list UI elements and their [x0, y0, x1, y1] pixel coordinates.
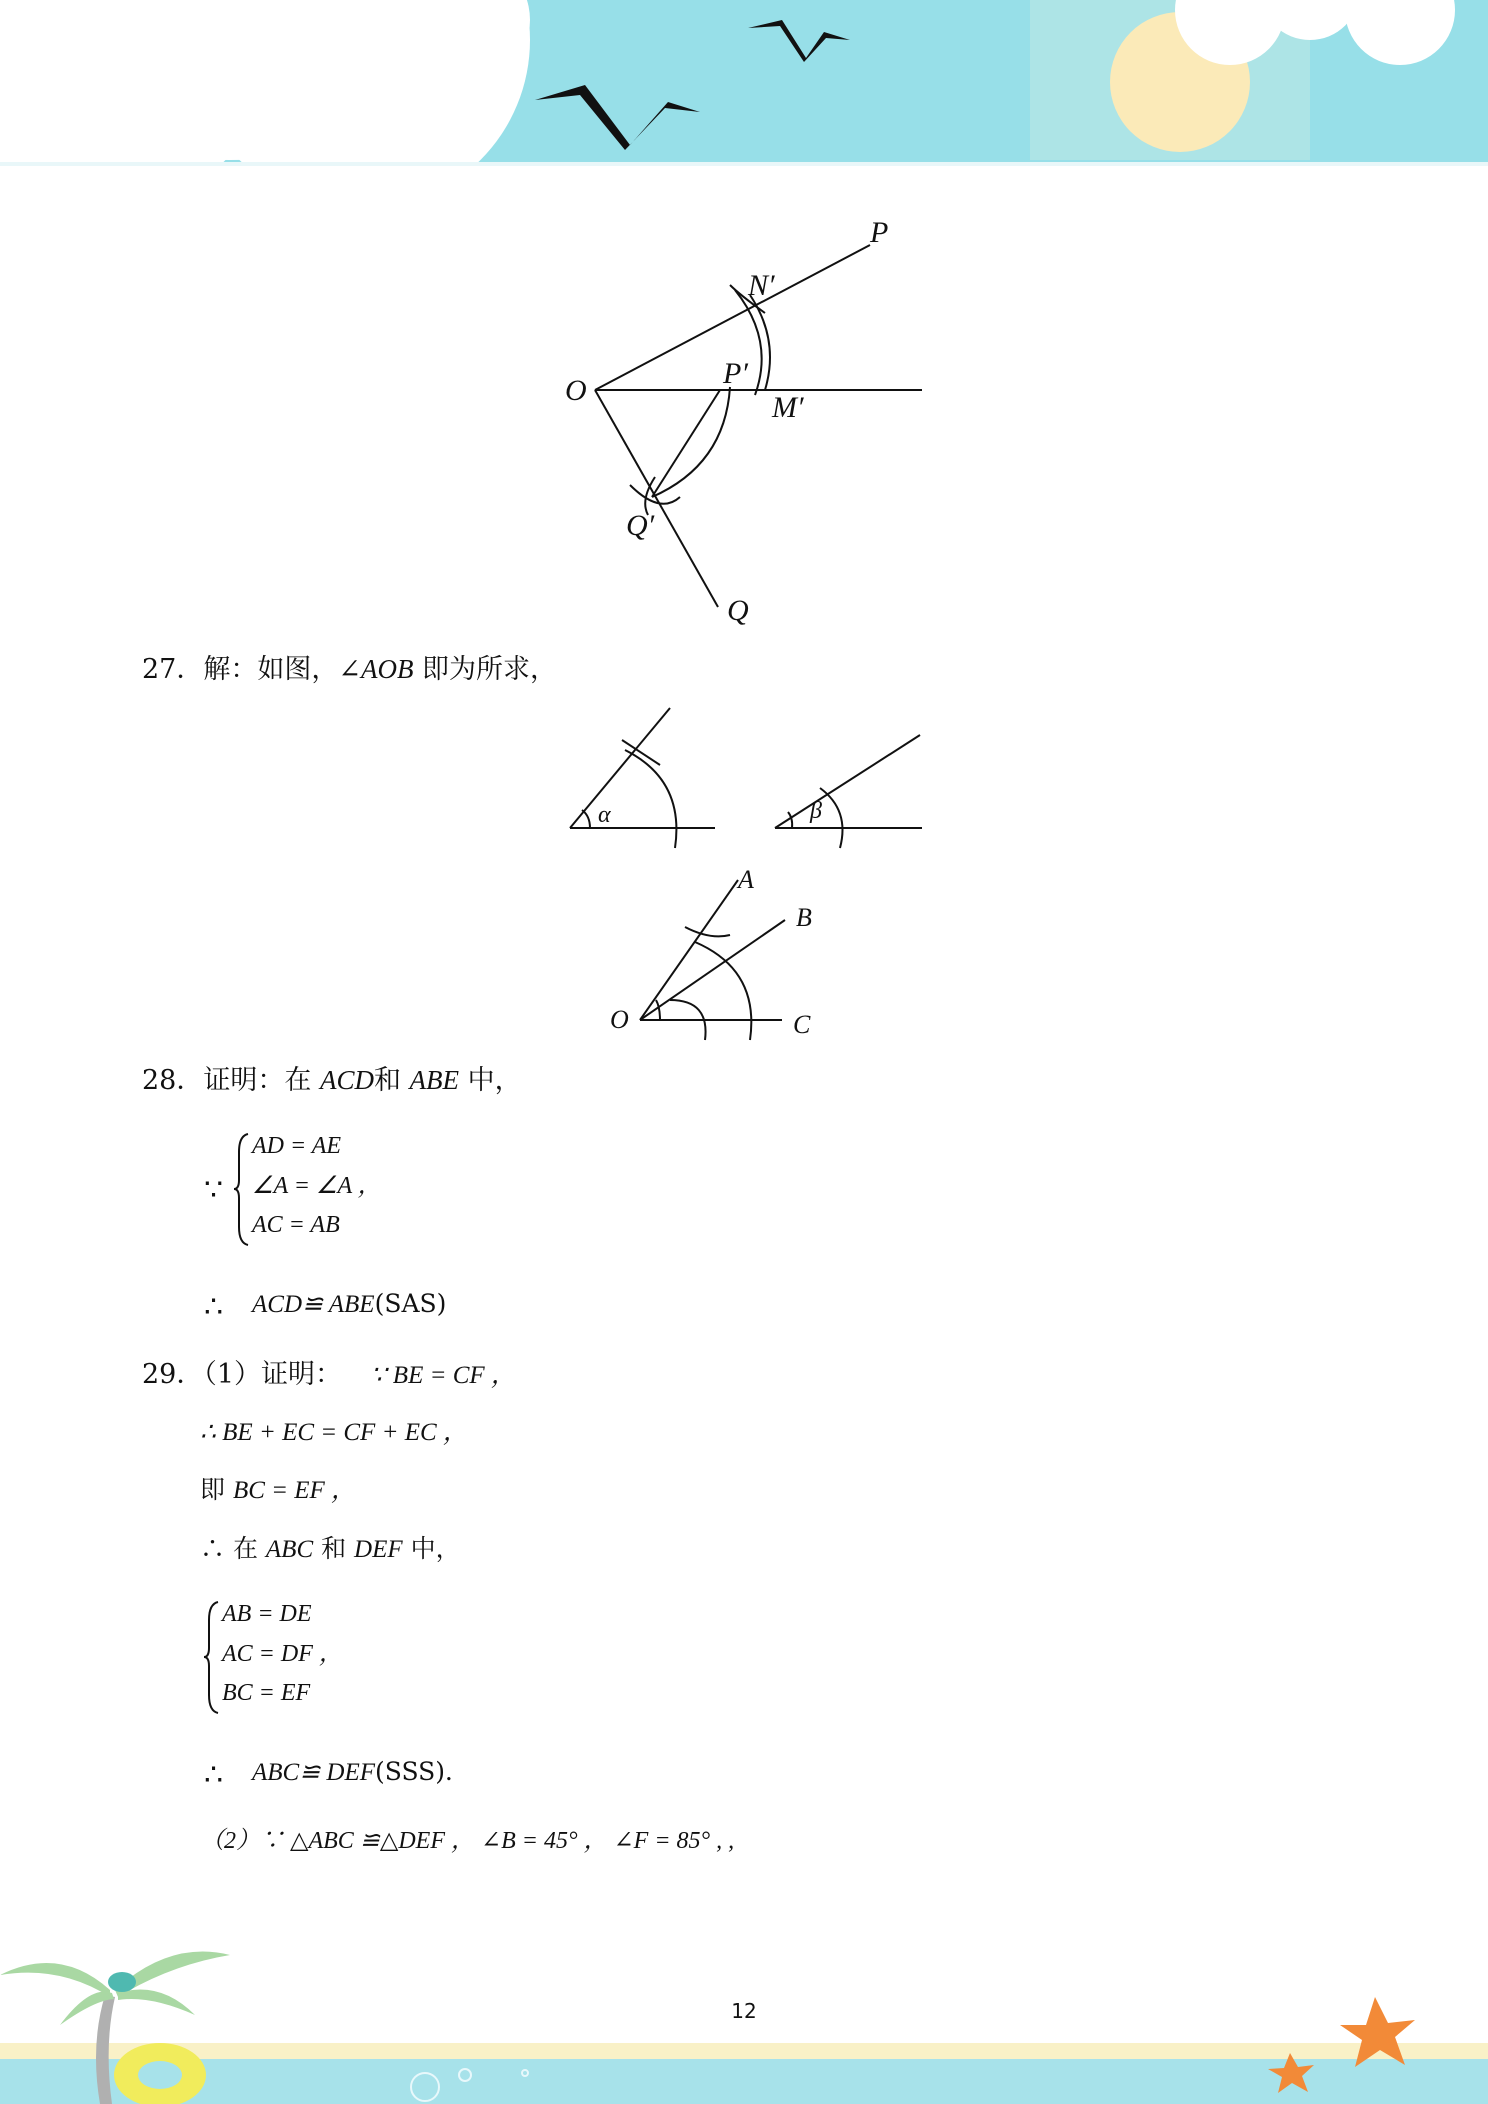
q28-tri2: ABE	[409, 1065, 460, 1095]
q29-row-3: BC = EF	[222, 1680, 311, 1706]
label-alpha: α	[598, 802, 611, 828]
label-Q-prime: Q′	[626, 509, 655, 542]
page-number: 12	[731, 1999, 757, 2023]
q28-because-symbol: ∵	[204, 1173, 224, 1208]
life-ring-icon	[114, 2043, 206, 2104]
q27-line	[142, 656, 557, 683]
q29-line3	[200, 1477, 356, 1503]
footer-decoration	[0, 1925, 1488, 2104]
label-M-prime: M′	[772, 391, 804, 424]
q28-row-3: AC = AB	[252, 1212, 340, 1238]
q29-therefore-symbol: ∴	[204, 1758, 224, 1793]
q29-conclusion	[252, 1759, 470, 1785]
q29-brace	[203, 1600, 223, 1715]
q28-row-1: AD = AE	[252, 1133, 342, 1159]
header-decoration	[0, 0, 1488, 170]
label-P-prime: P′	[723, 357, 748, 390]
q28-brace	[233, 1132, 253, 1247]
q29-number: 29．	[142, 1359, 204, 1390]
q29-line4-c: 和	[313, 1534, 355, 1563]
q29-part2: （2）∵ △ABC ≌△DEF ， ∠B = 45° ， ∠F = 85° , ,	[200, 1828, 735, 1854]
q29-row-1: AB = DE	[222, 1601, 312, 1627]
q28-concl-b: (SAS)	[374, 1289, 447, 1318]
q28-conclusion	[252, 1291, 446, 1317]
label-O-27: O	[610, 1005, 629, 1034]
q28-text-a: 证明：在	[203, 1065, 320, 1096]
q28-concl-a: ACD≌ ABE	[252, 1291, 375, 1318]
q29-line2: ∴ BE + EC = CF + EC ，	[200, 1419, 468, 1446]
label-O: O	[565, 374, 587, 407]
q29-line4	[200, 1536, 461, 1562]
q28-tail: 中，	[459, 1065, 522, 1096]
q29-row-2: AC = DF ，	[222, 1641, 343, 1667]
label-A: A	[738, 865, 754, 894]
q27-text-a: 解：如图，	[203, 654, 339, 685]
q29-line4-e: 中，	[402, 1534, 461, 1563]
q27-number: 27．	[142, 654, 204, 685]
q27-text-b: 即为所求，	[413, 654, 558, 685]
q28-and: 和	[373, 1065, 410, 1096]
q29-line3-a: 即	[200, 1475, 233, 1504]
q29-line4-a: ∴ 在	[200, 1534, 266, 1563]
figure-26-construction	[540, 215, 960, 635]
q27-angle: ∠AOB	[338, 654, 414, 684]
label-beta: β	[810, 798, 822, 824]
q29-concl-a: ABC≌ DEF	[252, 1759, 376, 1786]
q28-row-2: ∠A = ∠A ，	[252, 1173, 382, 1199]
q28-tri1: ACD	[319, 1065, 374, 1095]
label-P: P	[870, 216, 889, 249]
q28-therefore-symbol: ∴	[204, 1290, 224, 1325]
q29-line3-b: BC = EF ，	[232, 1477, 357, 1504]
label-B: B	[796, 903, 812, 932]
q29-line1: ∵ BE = CF ，	[370, 1362, 516, 1389]
label-N-prime: N′	[748, 269, 775, 302]
q28-line	[142, 1067, 522, 1094]
label-C: C	[793, 1010, 811, 1039]
q29-concl-b: (SSS)．	[375, 1757, 471, 1786]
q29-line4-d: DEF	[354, 1536, 403, 1563]
q29-line	[142, 1361, 516, 1388]
q28-number: 28．	[142, 1065, 204, 1096]
q29-line4-b: ABC	[265, 1536, 314, 1563]
figure-27-angles	[560, 700, 940, 1045]
label-Q: Q	[727, 594, 749, 627]
q29-part1: （1）证明：	[203, 1359, 343, 1390]
